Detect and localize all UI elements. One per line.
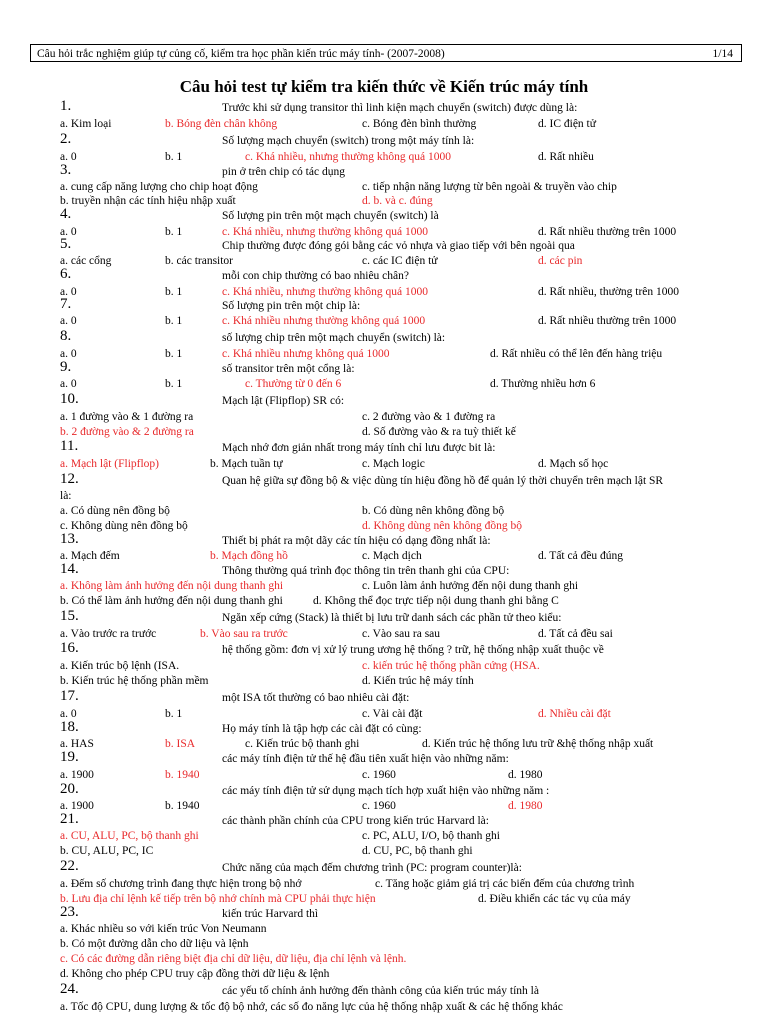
answer-option: d. Mạch số học: [538, 458, 609, 470]
question-text: mỗi con chip thường có bao nhiêu chân?: [222, 270, 409, 282]
document-title: Câu hỏi test tự kiểm tra kiến thức về Kiến trúc máy tính: [179, 77, 589, 96]
question-row: [60, 783, 750, 799]
answer-option: a. cung cấp năng lượng cho chip hoạt động: [60, 181, 258, 193]
answer-option: d. Rất nhiều có thể lên đến hàng triệu: [490, 348, 663, 360]
question-text: Mạch lật (Flipflop) SR có:: [222, 395, 345, 407]
answer-row: [60, 578, 750, 594]
correct-answer-option: b. ISA: [165, 738, 196, 750]
answer-option: a. 0: [60, 315, 77, 327]
answer-row: [60, 313, 750, 329]
correct-answer-option: c. Khá nhiều, nhưng thường không quá 1000: [222, 226, 429, 238]
answer-option: d. Rất nhiều, thường trên 1000: [538, 286, 680, 298]
answer-option: d. IC điện tử: [538, 118, 596, 130]
answer-option: d. Rất nhiều: [538, 151, 594, 163]
correct-answer-option: b. 1940: [165, 769, 200, 781]
question-number: 3.: [60, 162, 72, 178]
answer-option: a. 0: [60, 378, 77, 390]
correct-answer-option: a. Không làm ảnh hưởng đến nội dung thanh ghi: [60, 580, 284, 592]
question-number: 7.: [60, 296, 72, 312]
question-number: 20.: [60, 781, 79, 797]
correct-answer-option: a. CU, ALU, PC, bộ thanh ghi: [60, 830, 199, 842]
question-text: kiến trúc Harvard thì: [222, 908, 319, 920]
question-row: [60, 690, 750, 706]
answer-option: b. 1940: [165, 800, 200, 812]
answer-option: a. Đếm số chương trình đang thực hiện trong bộ nhớ: [60, 878, 302, 890]
answer-option: là:: [60, 490, 72, 502]
question-row: [60, 298, 750, 314]
answer-row: [60, 626, 750, 642]
answer-option: d. Tất cả đều sai: [538, 628, 613, 640]
question-text: một ISA tốt thường có bao nhiêu cài đặt:: [222, 692, 410, 704]
correct-answer-option: c. Khá nhiều, nhưng thường không quá 1000: [245, 151, 452, 163]
correct-answer-option: d. các pin: [538, 255, 583, 267]
question-text: Chức năng của mạch đếm chương trình (PC: program counter)là:: [222, 862, 522, 874]
answer-row: [60, 548, 750, 564]
question-number: 17.: [60, 688, 79, 704]
answer-option: a. 0: [60, 348, 77, 360]
correct-answer-option: b. 2 đường vào & 2 đường ra: [60, 426, 194, 438]
correct-answer-option: c. Khá nhiều, nhưng thường không quá 1000: [222, 286, 429, 298]
answer-row: [60, 706, 750, 722]
answer-option: d. Điều khiển các tác vụ của máy: [478, 893, 631, 905]
answer-option: b. Có thể làm ảnh hưởng đến nội dung thanh ghi: [60, 595, 283, 607]
question-row: [60, 361, 750, 377]
question-number: 15.: [60, 608, 79, 624]
answer-option: a. Vào trước ra trước: [60, 628, 157, 640]
answer-option: c. Bóng đèn bình thường: [362, 118, 477, 130]
question-text: các máy tính điện tử thế hệ đầu tiên xuất hiện vào những năm:: [222, 753, 509, 765]
question-row: [60, 642, 750, 658]
answer-option: a. 0: [60, 151, 77, 163]
question-row: [60, 268, 750, 284]
answer-option: b. CU, ALU, PC, IC: [60, 845, 154, 857]
answer-row: [60, 828, 750, 844]
question-row: [60, 238, 750, 254]
question-number: 23.: [60, 904, 79, 920]
answer-row: [60, 736, 750, 752]
answer-row: [60, 767, 750, 783]
answer-row: [60, 798, 750, 814]
question-text: Họ máy tính là tập hợp các cài đặt có cùng:: [222, 723, 422, 735]
answer-option: b. 1: [165, 151, 183, 163]
question-row: [60, 813, 750, 829]
correct-answer-option: d. Nhiều cài đặt: [538, 708, 611, 720]
answer-option: b. Mạch tuần tự: [210, 458, 283, 470]
answer-option: b. Có một đường dẫn cho dữ liệu và lệnh: [60, 938, 249, 950]
correct-answer-option: d. b. và c. đúng: [362, 195, 433, 207]
answer-row: [60, 488, 750, 504]
question-text: Trước khi sử dụng transitor thì linh kiện mạch chuyển (switch) được dùng là:: [222, 102, 578, 114]
answer-option: a. 0: [60, 286, 77, 298]
question-text: số transitor trên một cổng là:: [222, 363, 355, 375]
question-text: Thông thường quá trình đọc thông tin trên thanh ghi của CPU:: [222, 565, 510, 577]
question-text: Thiết bị phát ra một dãy các tín hiệu có dạng đồng nhất là:: [222, 535, 491, 547]
question-text: hệ thống gồm: đơn vị xử lý trung ương hệ thống ? trữ, hệ thống nhập xuất thuộc về: [222, 644, 604, 656]
correct-answer-option: c. Thường từ 0 đến 6: [245, 378, 342, 390]
answer-option: b. 1: [165, 286, 183, 298]
answer-option: b. Có dùng nên không đồng bộ: [362, 505, 505, 517]
answer-option: d. Rất nhiều thường trên 1000: [538, 315, 677, 327]
answer-option: b. 1: [165, 315, 183, 327]
answer-row: [60, 376, 750, 392]
question-number: 22.: [60, 858, 79, 874]
correct-answer-option: c. Khá nhiều nhưng không quá 1000: [222, 348, 390, 360]
question-number: 13.: [60, 531, 79, 547]
answer-row: [60, 936, 750, 952]
answer-option: d. Không cho phép CPU truy cập đồng thời dữ liệu & lệnh: [60, 968, 330, 980]
question-text: Quan hệ giữa sự đồng bộ & việc dùng tín hiệu đồng hồ để quản lý thời chuyển trên mạch lật SR: [222, 475, 664, 487]
answer-option: c. Luôn làm ảnh hưởng đến nội dung thanh ghi: [362, 580, 579, 592]
question-row: [60, 100, 750, 116]
question-number: 18.: [60, 719, 79, 735]
question-row: [60, 563, 750, 579]
question-row: [60, 473, 750, 489]
answer-row: [60, 658, 750, 674]
question-row: [60, 164, 750, 180]
question-number: 11.: [60, 438, 79, 454]
question-row: [60, 393, 750, 409]
question-text: các máy tính điện tử sử dụng mạch tích hợp xuất hiện vào những năm :: [222, 785, 550, 797]
question-text: số lượng chip trên một mạch chuyển (switch) là:: [222, 332, 446, 344]
answer-row: [60, 409, 750, 425]
question-number: 2.: [60, 131, 72, 147]
question-number: 4.: [60, 206, 72, 222]
question-row: [60, 533, 750, 549]
answer-option: d. 1980: [508, 769, 543, 781]
answer-option: a. các cổng: [60, 255, 112, 267]
question-number: 12.: [60, 471, 79, 487]
answer-option: a. 1 đường vào & 1 đường ra: [60, 411, 194, 423]
answer-option: d. Số đường vào & ra tuỳ thiết kế: [362, 426, 516, 438]
answer-option: a. Khác nhiều so với kiến trúc Von Neumann: [60, 923, 267, 935]
answer-row: [60, 843, 750, 859]
question-row: [60, 906, 750, 922]
answer-option: a. Mạch đếm: [60, 550, 120, 562]
answer-option: a. 1900: [60, 800, 94, 812]
question-row: [60, 133, 750, 149]
correct-answer-option: c. Có các đường dẫn riêng biệt địa chỉ dữ liệu, dữ liệu, địa chỉ lệnh và lệnh.: [60, 953, 407, 965]
question-row: [60, 330, 750, 346]
answer-option: b. 1: [165, 348, 183, 360]
answer-option: c. các IC điện tử: [362, 255, 438, 267]
question-row: [60, 721, 750, 737]
answer-row: [60, 193, 750, 209]
answer-option: a. 1900: [60, 769, 94, 781]
answer-option: d. Không thể đọc trực tiếp nội dung thanh ghi bằng C: [313, 595, 559, 607]
answer-option: c. Kiến trúc bộ thanh ghi: [245, 738, 360, 750]
answer-option: d. CU, PC, bộ thanh ghi: [362, 845, 473, 857]
question-text: Số lượng pin trên một mạch chuyển (switch) là: [222, 210, 439, 222]
answer-option: c. Mạch logic: [362, 458, 425, 470]
answer-option: a. Có dùng nên đồng bộ: [60, 505, 170, 517]
question-text: pin ở trên chip có tác dụng: [222, 166, 345, 178]
question-number: 10.: [60, 391, 79, 407]
answer-option: b. các transitor: [165, 255, 234, 267]
answer-row: [60, 116, 750, 132]
answer-option: d. Rất nhiều thường trên 1000: [538, 226, 677, 238]
answer-option: b. truyền nhận các tính hiệu nhập xuất: [60, 195, 236, 207]
question-number: 1.: [60, 98, 72, 114]
correct-answer-option: b. Bóng đèn chân không: [165, 118, 278, 130]
answer-row: [60, 593, 750, 609]
question-row: [60, 860, 750, 876]
answer-option: d. Tất cả đều đúng: [538, 550, 624, 562]
answer-option: d. Kiến trúc hệ máy tính: [362, 675, 474, 687]
answer-option: c. 1960: [362, 800, 396, 812]
answer-row: [60, 346, 750, 362]
answer-option: c. tiếp nhận năng lượng từ bên ngoài & truyền vào chip: [362, 181, 617, 193]
correct-answer-option: b. Vào sau ra trước: [200, 628, 288, 640]
header-title: Câu hỏi trắc nghiệm giúp tự củng cố, kiểm tra học phần kiến trúc máy tính- (2007-2008): [37, 48, 445, 60]
answer-option: c. Vào sau ra sau: [362, 628, 441, 640]
answer-option: c. PC, ALU, I/O, bộ thanh ghi: [362, 830, 500, 842]
answer-option: c. Không dùng nên đồng bộ: [60, 520, 188, 532]
answer-option: a. Kim loại: [60, 118, 112, 130]
correct-answer-option: b. Lưu địa chỉ lệnh kế tiếp trên bộ nhớ chính mà CPU phải thực hiện: [60, 893, 376, 905]
answer-row: [60, 149, 750, 165]
page-number: 1/14: [712, 48, 733, 60]
question-number: 8.: [60, 328, 72, 344]
answer-option: b. 1: [165, 378, 183, 390]
answer-row: [60, 503, 750, 519]
correct-answer-option: d. Không dùng nên không đồng bộ: [362, 520, 523, 532]
answer-row: [60, 891, 750, 907]
question-number: 14.: [60, 561, 79, 577]
answer-row: [60, 518, 750, 534]
correct-answer-option: b. Mạch đồng hồ: [210, 550, 288, 562]
question-text: Ngăn xếp cứng (Stack) là thiết bị lưu trữ danh sách các phần tử theo kiểu:: [222, 612, 562, 624]
correct-answer-option: a. Mạch lật (Flipflop): [60, 458, 160, 470]
answer-option: b. 1: [165, 708, 183, 720]
question-text: Chip thường được đóng gói bằng các vỏ nhựa và giao tiếp với bên ngoài qua: [222, 240, 575, 252]
question-number: 19.: [60, 749, 79, 765]
answer-row: [60, 876, 750, 892]
question-number: 5.: [60, 236, 72, 252]
answer-option: a. Tốc độ CPU, dung lượng & tốc độ bộ nhớ, các số đo năng lực của hệ thống nhập xuất & các hệ thống khác: [60, 1001, 563, 1013]
answer-option: a. Kiến trúc bộ lệnh (ISA.: [60, 660, 180, 672]
answer-option: c. Vài cài đặt: [362, 708, 423, 720]
correct-answer-option: d. 1980: [508, 800, 543, 812]
answer-row: [60, 253, 750, 269]
answer-row: [60, 673, 750, 689]
answer-row: [60, 951, 750, 967]
question-text: Số lượng pin trên một chip là:: [222, 300, 361, 312]
question-text: các yếu tố chính ảnh hưởng đến thành công của kiến trúc máy tính là: [222, 985, 539, 997]
question-row: [60, 440, 750, 456]
answer-option: a. 0: [60, 226, 77, 238]
question-number: 9.: [60, 359, 72, 375]
answer-option: a. HAS: [60, 738, 94, 750]
correct-answer-option: c. Khá nhiều nhưng thường không quá 1000: [222, 315, 426, 327]
answer-option: c. 2 đường vào & 1 đường ra: [362, 411, 496, 423]
question-row: [60, 751, 750, 767]
question-number: 24.: [60, 981, 79, 997]
answer-option: b. Kiến trúc hệ thống phần mềm: [60, 675, 209, 687]
question-number: 21.: [60, 811, 79, 827]
answer-row: [60, 921, 750, 937]
question-row: [60, 208, 750, 224]
answer-option: c. Mạch dịch: [362, 550, 422, 562]
correct-answer-option: c. kiến trúc hệ thống phần cứng (HSA.: [362, 660, 540, 672]
question-row: [60, 610, 750, 626]
answer-row: [60, 999, 750, 1015]
question-number: 6.: [60, 266, 72, 282]
question-text: các thành phần chính của CPU trong kiến trúc Harvard là:: [222, 815, 489, 827]
question-text: Số lượng mạch chuyển (switch) trong một máy tính là:: [222, 135, 475, 147]
answer-option: d. Kiến trúc hệ thống lưu trữ &hệ thống nhập xuất: [422, 738, 654, 750]
answer-option: c. 1960: [362, 769, 396, 781]
page-header: [30, 44, 742, 62]
answer-option: a. 0: [60, 708, 77, 720]
answer-option: c. Tăng hoặc giảm giá trị các biến đếm của chương trình: [375, 878, 635, 890]
answer-row: [60, 424, 750, 440]
question-number: 16.: [60, 640, 79, 656]
answer-row: [60, 966, 750, 982]
answer-option: d. Thường nhiều hơn 6: [490, 378, 596, 390]
question-row: [60, 983, 750, 999]
answer-option: b. 1: [165, 226, 183, 238]
question-text: Mạch nhớ đơn giản nhất trong máy tính chỉ lưu được bit là:: [222, 442, 496, 454]
answer-row: [60, 456, 750, 472]
